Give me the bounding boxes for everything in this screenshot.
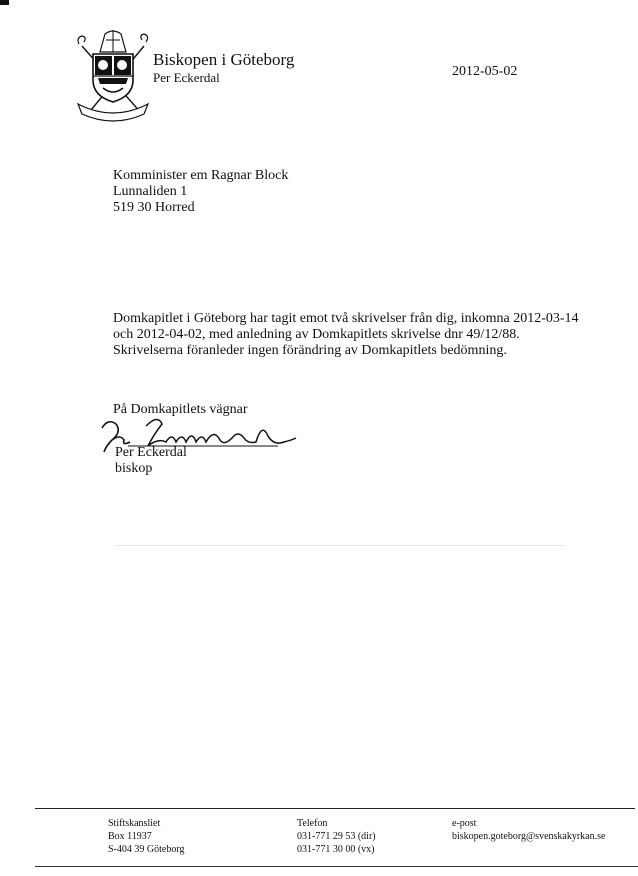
footer-phone-switchboard: 031-771 30 00 (vx)	[297, 844, 375, 855]
recipient-street: Lunnaliden 1	[113, 184, 188, 199]
footer-office: Stiftskansliet	[108, 818, 161, 829]
letterhead-person: Per Eckerdal	[153, 70, 220, 85]
footer-phone	[297, 817, 376, 856]
letter-body: Domkapitlet i Göteborg har tagit emot två skrivelser från dig, inkomna 2012-03-14 och 2012-04-02, med anledning av Domkapitlets skrivelse dnr 49/12/88. Skrivelserna föranleder ingen förändring av Domkapitlets bedömning.	[113, 311, 579, 358]
footer-phone-direct: 031-771 29 53 (dir)	[297, 831, 376, 842]
scan-bottom-edge	[35, 866, 638, 867]
footer-address	[108, 817, 184, 856]
footer-phone-label: Telefon	[297, 818, 328, 829]
footer-email	[452, 817, 605, 843]
signer-title: biskop	[115, 461, 153, 476]
footer-email-address: biskopen.goteborg@svenskakyrkan.se	[452, 831, 606, 842]
bishop-seal-logo	[72, 26, 154, 122]
footer-email-label: e-post	[452, 818, 477, 829]
recipient-name: Komminister em Ragnar Block	[113, 168, 289, 183]
scan-artifact	[115, 545, 565, 546]
recipient-postal-city: 519 30 Horred	[113, 200, 195, 215]
footer-box: Box 11937	[108, 831, 152, 842]
signer-name: Per Eckerdal	[115, 445, 187, 460]
recipient-address	[113, 168, 288, 216]
letterhead-organization: Biskopen i Göteborg	[153, 50, 295, 69]
scan-corner-mark	[0, 0, 9, 5]
letter-date: 2012-05-02	[452, 64, 518, 79]
footer-divider	[35, 808, 635, 809]
signer-block	[115, 445, 187, 477]
footer-postal: S-404 39 Göteborg	[108, 844, 185, 855]
closing-phrase: På Domkapitlets vägnar	[113, 402, 248, 417]
